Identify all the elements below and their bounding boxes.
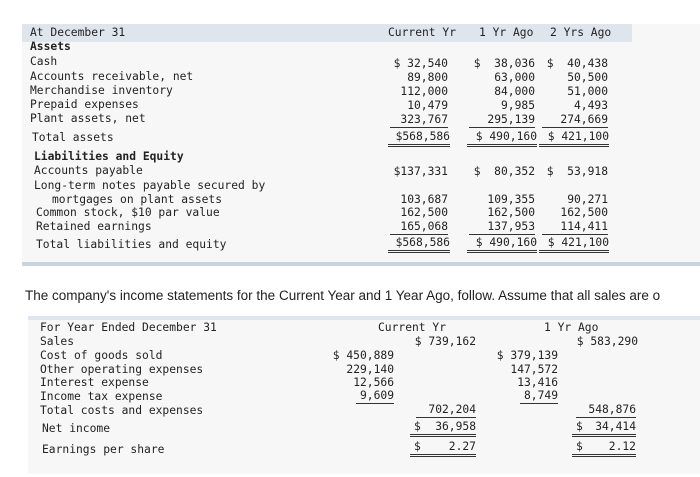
eps-1yr-rule — [572, 454, 636, 457]
row-label-plant: Plant assets, net — [30, 112, 146, 125]
re-2yr: 114,411 — [542, 220, 608, 235]
row-label-total-le: Total liabilities and equity — [36, 238, 227, 251]
total-costs-1yr: 548,876 — [576, 403, 636, 418]
cash-current: $ 32,540 — [393, 57, 448, 70]
total-le-current: $568,586 — [388, 236, 450, 253]
income-statement-panel — [28, 316, 700, 474]
assets-heading: Assets — [30, 40, 71, 53]
row-label-opex: Other operating expenses — [40, 363, 204, 376]
eps-current-sign: $ — [414, 440, 421, 453]
income-header-label: For Year Ended December 31 — [40, 321, 217, 334]
row-label-sales: Sales — [40, 335, 75, 348]
prepaid-current: 10,479 — [407, 99, 448, 112]
income-header-bar — [28, 316, 700, 320]
cash-1yr: $ 38,036 — [473, 57, 535, 70]
row-label-interest: Interest expense — [40, 376, 149, 389]
header-1-yr-ago: 1 Yr Ago — [479, 26, 534, 39]
row-label-ap: Accounts payable — [34, 164, 143, 177]
section-divider — [22, 262, 700, 266]
row-label-cash: Cash — [30, 55, 58, 68]
ltnp-1yr: 109,355 — [487, 193, 535, 206]
income-header-current: Current Yr — [378, 321, 447, 334]
row-label-total-assets: Total assets — [32, 131, 114, 144]
row-label-prepaid: Prepaid expenses — [30, 98, 139, 111]
total-assets-1yr: $ 490,160 — [467, 130, 537, 147]
cs-2yr: 162,500 — [560, 206, 608, 219]
eps-1yr: 2.12 — [608, 440, 636, 453]
re-current: 165,068 — [390, 220, 448, 235]
sales-current-total: $ 739,162 — [414, 335, 476, 348]
net-income-current-sign: $ — [414, 420, 421, 433]
tax-1yr: 8,749 — [520, 389, 558, 404]
cs-current: 162,500 — [400, 206, 448, 219]
prepaid-2yr: 4,493 — [573, 99, 608, 112]
eps-current-rule — [410, 454, 476, 457]
row-label-total-costs: Total costs and expenses — [40, 404, 204, 417]
balance-sheet-panel — [22, 24, 700, 264]
net-income-1yr: 34,414 — [595, 420, 636, 433]
ap-1yr: $ 80,352 — [473, 165, 535, 178]
tax-current: 9,609 — [356, 389, 394, 404]
row-label-retained-earnings: Retained earnings — [36, 220, 152, 233]
row-label-net-income: Net income — [42, 422, 111, 435]
total-assets-current: $568,586 — [388, 130, 450, 147]
interest-1yr: 13,416 — [517, 376, 558, 389]
opex-current: 229,140 — [346, 363, 394, 376]
net-income-current: 36,958 — [435, 420, 476, 433]
opex-1yr: 147,572 — [510, 363, 558, 376]
cs-1yr: 162,500 — [487, 206, 535, 219]
ltnp-2yr: 90,271 — [567, 193, 608, 206]
income-statement-prompt: The company's income statements for the Current Year and 1 Year Ago, follow. Assume that all sales are o — [25, 288, 661, 303]
row-label-inventory: Merchandise inventory — [30, 84, 173, 97]
sales-1yr-total: $ 583,290 — [576, 335, 638, 348]
header-current-yr: Current Yr — [388, 26, 457, 39]
inventory-1yr: 84,000 — [494, 85, 535, 98]
net-income-1yr-sign: $ — [576, 420, 583, 433]
row-label-eps: Earnings per share — [42, 443, 165, 456]
row-label-cogs: Cost of goods sold — [40, 349, 163, 362]
cogs-1yr: $ 379,139 — [496, 349, 558, 362]
ltnp-current: 103,687 — [400, 193, 448, 206]
income-header-1yr: 1 Yr Ago — [544, 321, 599, 334]
row-label-ltnp: mortgages on plant assets — [52, 193, 223, 206]
inventory-current: 112,000 — [400, 85, 448, 98]
plant-1yr: 295,139 — [469, 113, 535, 128]
row-label-ltnp-line1: Long-term notes payable secured by — [34, 179, 266, 192]
eps-current: 2.27 — [448, 440, 476, 453]
header-2-yrs-ago: 2 Yrs Ago — [550, 26, 612, 39]
cash-2yr: $ 40,438 — [546, 57, 608, 70]
total-le-1yr: $ 490,160 — [467, 236, 537, 253]
liabilities-heading: Liabilities and Equity — [34, 150, 184, 163]
interest-current: 12,566 — [353, 376, 394, 389]
ar-2yr: 50,500 — [567, 71, 608, 84]
row-label-tax: Income tax expense — [40, 390, 163, 403]
plant-2yr: 274,669 — [542, 113, 608, 128]
prepaid-1yr: 9,985 — [500, 99, 535, 112]
total-assets-2yr: $ 421,100 — [539, 130, 609, 147]
net-income-1yr-rule — [572, 434, 636, 437]
ar-current: 89,800 — [407, 71, 448, 84]
total-le-2yr: $ 421,100 — [539, 236, 609, 253]
cogs-current: $ 450,889 — [332, 349, 394, 362]
ap-2yr: $ 53,918 — [546, 165, 608, 178]
plant-current: 323,767 — [390, 113, 448, 128]
row-label-ar: Accounts receivable, net — [30, 70, 194, 83]
balance-sheet-header-label: At December 31 — [30, 26, 126, 39]
re-1yr: 137,953 — [469, 220, 535, 235]
ap-current: $137,331 — [393, 165, 448, 178]
row-label-common-stock: Common stock, $10 par value — [36, 206, 220, 219]
inventory-2yr: 51,000 — [567, 85, 608, 98]
eps-1yr-sign: $ — [576, 440, 583, 453]
ar-1yr: 63,000 — [494, 71, 535, 84]
total-costs-current: 702,204 — [416, 403, 476, 418]
net-income-current-rule — [410, 434, 476, 437]
